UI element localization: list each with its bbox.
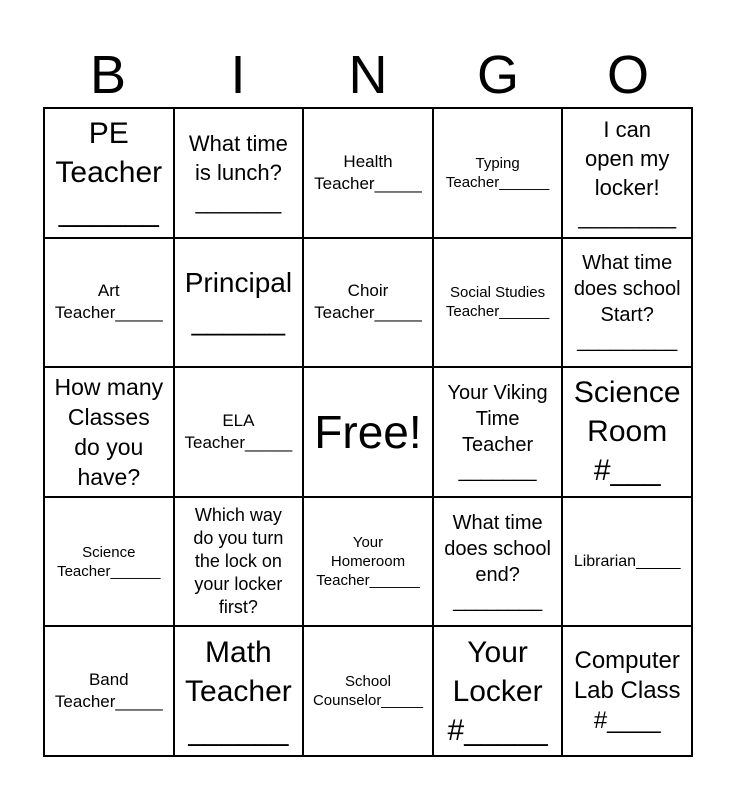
header-letter-o: O <box>606 45 649 105</box>
cell-text: Health Teacher_____ <box>314 151 422 193</box>
cell-text: PE Teacher ______ <box>55 117 163 229</box>
bingo-cell[interactable] <box>562 108 692 238</box>
bingo-cell[interactable] <box>303 238 433 368</box>
cell-text: Science Room #___ <box>573 376 681 488</box>
cell-text: ELA Teacher_____ <box>184 410 293 452</box>
bingo-cell[interactable] <box>174 497 304 627</box>
cell-text: What time does school Start? _________ <box>573 252 681 353</box>
cell-text: Librarian_____ <box>573 553 681 571</box>
bingo-cell[interactable] <box>174 108 304 238</box>
cell-text: Typing Teacher______ <box>445 154 550 191</box>
bingo-cell[interactable] <box>174 367 304 497</box>
cell-text: Which way do you turn the lock on your locker first? <box>193 505 284 618</box>
cell-text: Band Teacher_____ <box>54 670 163 712</box>
bingo-cell[interactable] <box>174 626 304 756</box>
bingo-header <box>43 44 693 106</box>
bingo-cell[interactable] <box>303 108 433 238</box>
bingo-cell[interactable] <box>303 497 433 627</box>
cell-text: Your Viking Time Teacher _______ <box>447 381 548 482</box>
free-space-label: Free! <box>314 405 422 458</box>
bingo-cell[interactable] <box>433 108 563 238</box>
cell-text: School Counselor_____ <box>312 673 424 710</box>
bingo-board <box>43 107 693 757</box>
bingo-cell[interactable] <box>433 238 563 368</box>
cell-text: Science Teacher______ <box>57 543 161 580</box>
bingo-cell[interactable] <box>562 497 692 627</box>
bingo-cell[interactable] <box>44 367 174 497</box>
cell-text: Your Locker #_____ <box>447 635 548 747</box>
cell-text: Your Homeroom Teacher______ <box>316 534 420 590</box>
header-letter-n: N <box>348 45 388 105</box>
bingo-cell[interactable] <box>44 497 174 627</box>
bingo-cell[interactable] <box>174 238 304 368</box>
cell-text: Art Teacher_____ <box>54 281 163 323</box>
bingo-cell[interactable] <box>433 626 563 756</box>
header-letter-b: B <box>89 45 127 105</box>
bingo-cell[interactable] <box>433 367 563 497</box>
cell-text: What time does school end? ________ <box>444 511 551 612</box>
header-letter-g: G <box>476 45 519 105</box>
cell-text: Math Teacher ______ <box>185 635 292 747</box>
free-space[interactable] <box>303 367 433 497</box>
cell-text: Computer Lab Class #____ <box>573 647 681 735</box>
bingo-cell[interactable] <box>303 626 433 756</box>
bingo-cell[interactable] <box>562 367 692 497</box>
bingo-cell[interactable] <box>44 626 174 756</box>
bingo-cell[interactable] <box>433 497 563 627</box>
cell-text: Choir Teacher_____ <box>314 281 422 323</box>
cell-text: I can open my locker! ________ <box>578 116 677 229</box>
bingo-cell[interactable] <box>562 626 692 756</box>
cell-text: How many Classes do you have? <box>54 373 164 490</box>
cell-text: What time is lunch? _______ <box>188 131 288 215</box>
cell-text: Principal ______ <box>184 267 293 337</box>
bingo-cell[interactable] <box>44 238 174 368</box>
header-letter-i: I <box>230 45 246 105</box>
bingo-cell[interactable] <box>562 238 692 368</box>
cell-text: Social Studies Teacher______ <box>445 284 550 321</box>
bingo-cell[interactable] <box>44 108 174 238</box>
